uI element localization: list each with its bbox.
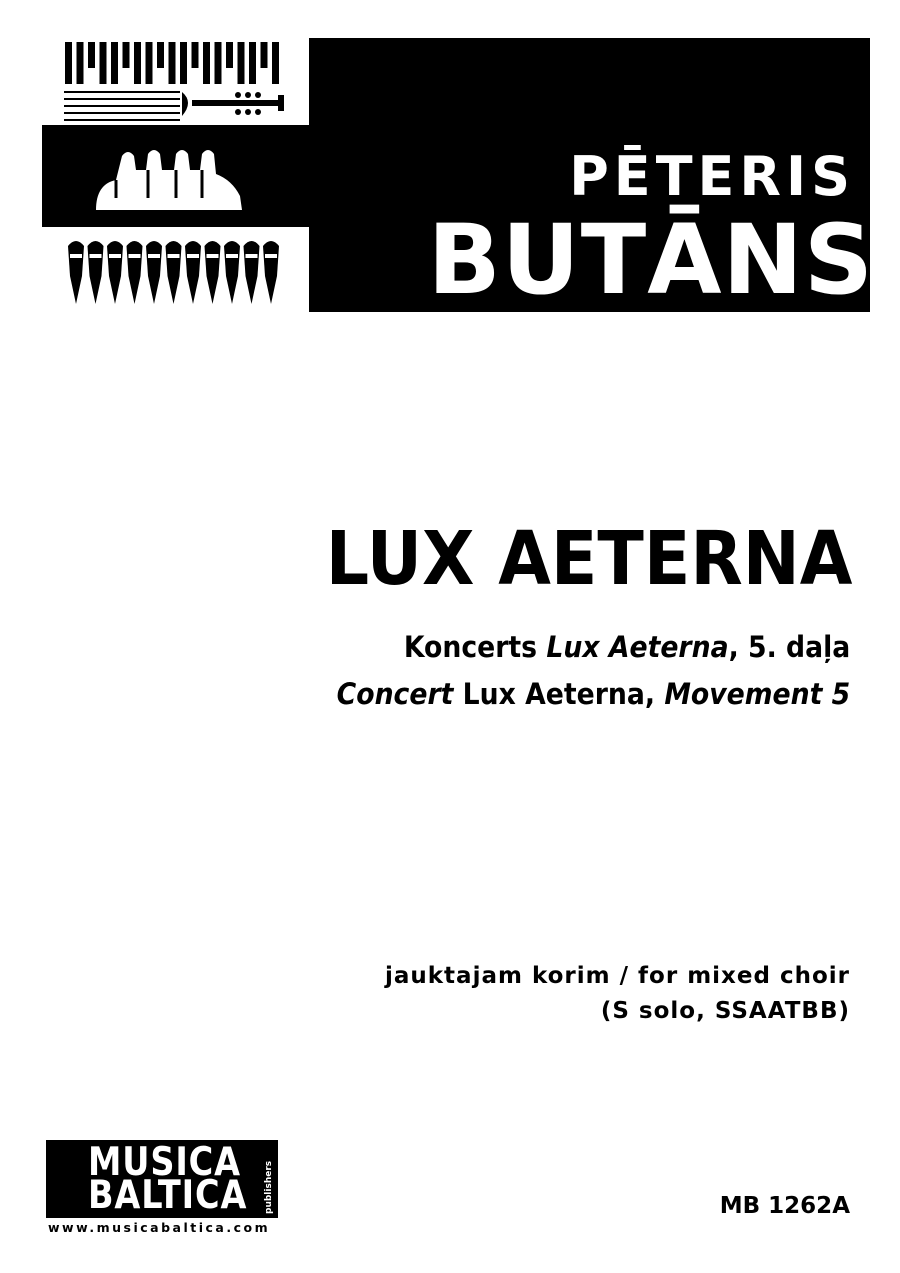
subtitle-latvian xyxy=(403,630,850,664)
instrumentation-line2: (S solo, SSAATBB) xyxy=(600,998,850,1024)
subtitle-en-part3: Movement 5 xyxy=(664,677,850,711)
publisher-logo-line1: MUSICA xyxy=(88,1140,241,1185)
subtitle-lv-part1: Koncerts xyxy=(403,630,547,664)
piano-keys-icon xyxy=(62,40,284,90)
publisher-logo-line2: BALTICA xyxy=(88,1173,248,1218)
subtitle-en-part2: Lux Aeterna, xyxy=(453,677,665,711)
composer-first-name: PĒTERIS xyxy=(569,145,855,208)
subtitle-english xyxy=(336,677,850,711)
work-title: LUX AETERNA xyxy=(325,516,852,602)
subtitle-lv-part3: , 5. daļa xyxy=(728,630,850,664)
subtitle-en-part1: Concert xyxy=(336,677,454,711)
instrumentation-line1: jauktajam korim / for mixed choir xyxy=(384,963,850,989)
organ-console-icon xyxy=(92,140,252,216)
publisher-url: www.musicabaltica.com xyxy=(48,1220,271,1235)
publisher-tag: publishers xyxy=(264,1160,274,1214)
trumpet-icon xyxy=(62,86,288,124)
composer-last-name: BUTĀNS xyxy=(427,204,874,316)
subtitle-lv-part2: Lux Aeterna xyxy=(546,630,729,664)
organ-pipes-icon xyxy=(62,236,284,308)
catalog-number: MB 1262A xyxy=(719,1193,850,1219)
